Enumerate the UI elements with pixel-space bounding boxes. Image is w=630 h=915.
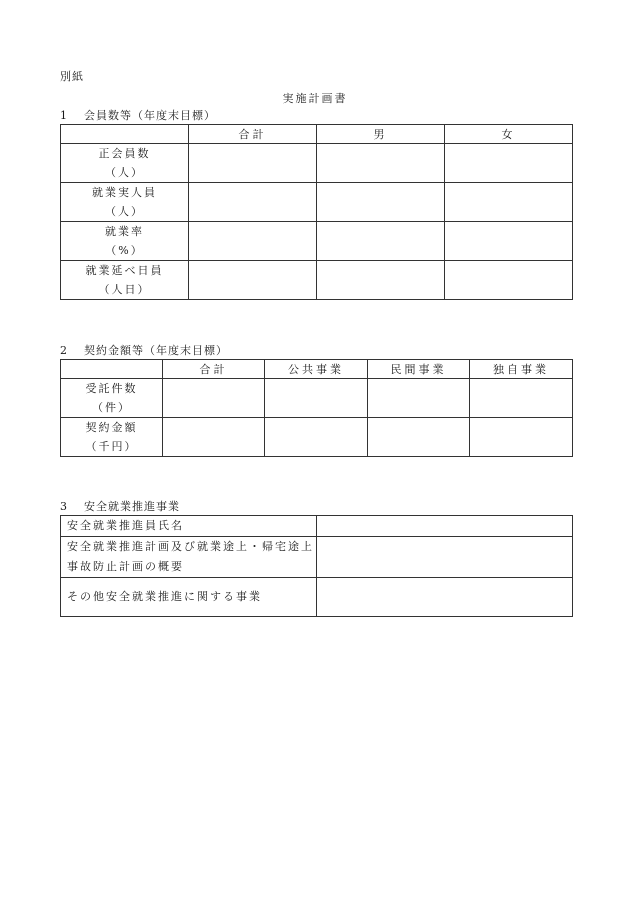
section-1-number: 1 <box>60 109 68 122</box>
section-2-number: 2 <box>60 344 68 357</box>
column-header: 合計 <box>189 125 317 144</box>
input-cell[interactable] <box>317 222 445 261</box>
table-row <box>61 537 573 578</box>
header-corner-cell <box>61 360 163 379</box>
table-row <box>61 183 573 222</box>
input-cell[interactable] <box>317 578 573 617</box>
input-cell[interactable] <box>163 418 265 457</box>
section-1-title: 会員数等（年度末目標） <box>84 109 216 122</box>
column-header: 公共事業 <box>265 360 368 379</box>
row-label-line: 受託件数 <box>85 382 138 395</box>
input-cell[interactable] <box>368 418 470 457</box>
table-header-row <box>61 360 573 379</box>
row-label <box>61 144 189 183</box>
table-row <box>61 222 573 261</box>
column-header: 民間事業 <box>368 360 470 379</box>
row-label-unit: （千円） <box>85 440 138 453</box>
row-label <box>61 537 317 578</box>
input-cell[interactable] <box>163 379 265 418</box>
input-cell[interactable] <box>189 183 317 222</box>
member-count-table <box>60 124 573 300</box>
table-row <box>61 516 573 537</box>
section-2-heading <box>60 342 228 358</box>
document-title: 実施計画書 <box>282 92 348 105</box>
section-3-title: 安全就業推進事業 <box>84 500 180 513</box>
input-cell[interactable] <box>470 418 573 457</box>
section-1-heading <box>60 107 216 123</box>
safety-promotion-table <box>60 515 573 617</box>
row-label <box>61 183 189 222</box>
input-cell[interactable] <box>189 261 317 300</box>
row-label-line: 就業率 <box>105 225 144 238</box>
column-header: 女 <box>445 125 573 144</box>
row-label-line: 正会員数 <box>98 147 151 160</box>
input-cell[interactable] <box>265 379 368 418</box>
row-label <box>61 379 163 418</box>
row-label-unit: （%） <box>105 244 144 257</box>
input-cell[interactable] <box>189 144 317 183</box>
row-label-line: 安全就業推進員氏名 <box>67 519 184 532</box>
row-label-line: その他安全就業推進に関する事業 <box>67 590 262 603</box>
row-label-unit: （人） <box>105 166 144 179</box>
input-cell[interactable] <box>445 222 573 261</box>
row-label-unit: （件） <box>92 401 131 414</box>
row-label <box>61 516 317 537</box>
input-cell[interactable] <box>317 183 445 222</box>
column-header: 独自事業 <box>470 360 573 379</box>
input-cell[interactable] <box>445 261 573 300</box>
row-label <box>61 418 163 457</box>
input-cell[interactable] <box>265 418 368 457</box>
input-cell[interactable] <box>317 537 573 578</box>
table-row <box>61 379 573 418</box>
row-label-line: 就業延べ日員 <box>85 264 164 277</box>
column-header: 合計 <box>163 360 265 379</box>
table-row <box>61 261 573 300</box>
row-label-unit: （人） <box>105 205 144 218</box>
row-label-line: 安全就業推進計画及び就業途上・帰宅途上 <box>67 540 314 553</box>
header-corner-cell <box>61 125 189 144</box>
attachment-label: 別紙 <box>60 70 84 83</box>
input-cell[interactable] <box>317 144 445 183</box>
row-label <box>61 578 317 617</box>
input-cell[interactable] <box>470 379 573 418</box>
input-cell[interactable] <box>317 516 573 537</box>
input-cell[interactable] <box>317 261 445 300</box>
input-cell[interactable] <box>368 379 470 418</box>
row-label-line: 事故防止計画の概要 <box>67 560 184 573</box>
input-cell[interactable] <box>445 144 573 183</box>
section-3-heading <box>60 498 180 514</box>
row-label <box>61 261 189 300</box>
section-3-number: 3 <box>60 500 68 513</box>
column-header: 男 <box>317 125 445 144</box>
row-label-unit: （人日） <box>98 283 151 296</box>
table-row <box>61 418 573 457</box>
section-2-title: 契約金額等（年度末目標） <box>84 344 228 357</box>
table-row <box>61 578 573 617</box>
input-cell[interactable] <box>445 183 573 222</box>
row-label-line: 就業実人員 <box>92 186 157 199</box>
input-cell[interactable] <box>189 222 317 261</box>
row-label <box>61 222 189 261</box>
row-label-line: 契約金額 <box>85 421 138 434</box>
contract-amount-table <box>60 359 573 457</box>
table-header-row <box>61 125 573 144</box>
table-row <box>61 144 573 183</box>
